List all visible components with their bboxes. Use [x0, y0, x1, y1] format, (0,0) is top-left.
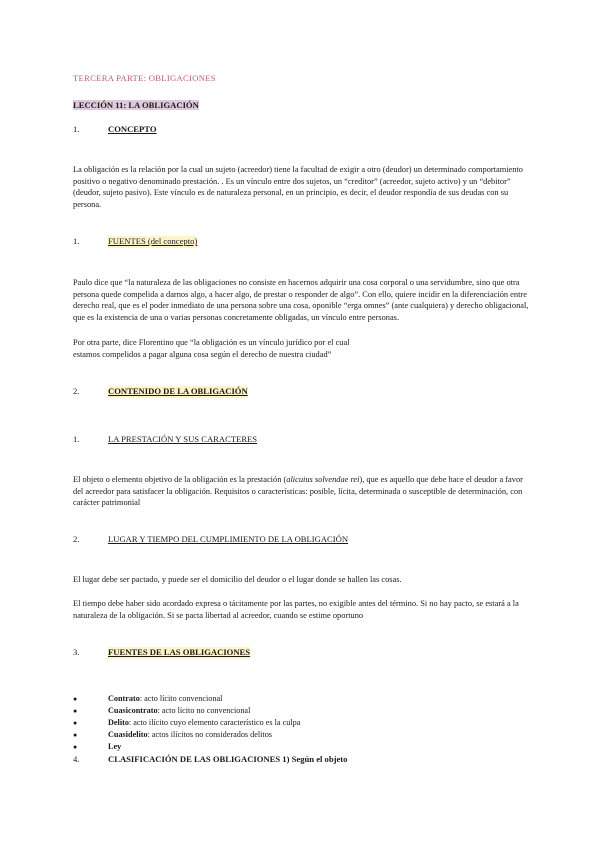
prestacion-text-before: El objeto o elemento objetivo de la obligación es la prestación ( — [73, 475, 287, 484]
list-item — [73, 717, 530, 729]
section-prestacion-heading — [73, 434, 530, 446]
section-title: LA PRESTACIÓN Y SUS CARACTERES — [108, 434, 258, 444]
section-number: 1. — [73, 236, 80, 246]
section-number: 1. — [73, 124, 80, 134]
section-title: LUGAR Y TIEMPO DEL CUMPLIMIENTO DE LA OBLIGACIÓN — [108, 534, 349, 544]
section-number: 1. — [73, 434, 80, 444]
list-item-term: Contrato — [108, 694, 140, 703]
fuentes-paragraph-florentino: Por otra parte, dice Florentino que “la obligación es un vínculo jurídico por el cual — [73, 338, 350, 347]
section-contenido-heading — [73, 386, 530, 398]
prestacion-paragraph — [73, 474, 530, 509]
fuentes-paragraph-paulo: Paulo dice que “la naturaleza de las obligaciones no consiste en hacernos adquirir una cosa corporal o una servidumbre, sino que otra persona quede compelida a darnos algo, a hacer algo, de prestar o responder de algo”. Con ello, quiere incidir en la diferenciación entre derecho real, que es el poder inmediato de una persona sobre una cosa, oponible “erga omnes” (ante cualquiera) y derecho obligacional, que es la existencia de una o varias personas concretamente obligadas, un vínculo entre personas. — [73, 278, 529, 322]
section-lugar-heading — [73, 534, 530, 546]
list-item-term: Cuasidelito — [108, 730, 148, 740]
fuentes-paragraph-florentino-cont: estamos compelidos a pagar alguna cosa según el derecho de nuestra ciudad” — [73, 350, 332, 359]
section-clasificacion-heading — [73, 753, 530, 765]
lugar-paragraph: El lugar debe ser pactado, y puede ser el domicilio del deudor o el lugar donde se hallen las cosas. — [73, 575, 402, 584]
list-item-term: Cuasicontrato — [108, 706, 158, 716]
section-concepto-heading — [73, 124, 530, 136]
bullet-icon: ● — [73, 695, 78, 703]
section-fuentes-concepto-heading — [73, 236, 530, 248]
lesson-title-text: LECCIÓN 11: LA OBLIGACIÓN — [73, 100, 199, 110]
section-title: CONCEPTO — [108, 124, 157, 134]
section-number: 3. — [73, 647, 80, 657]
list-item — [73, 705, 530, 717]
fuentes-list — [73, 693, 530, 766]
bullet-icon: ● — [73, 743, 78, 752]
section-title: FUENTES DE LAS OBLIGACIONES — [108, 647, 251, 657]
list-item-desc: : acto lícito convencional — [139, 694, 223, 703]
bullet-icon: ● — [73, 707, 78, 716]
section-title: FUENTES (del concepto) — [108, 236, 198, 246]
list-item-term: Delito — [108, 718, 129, 728]
list-item-term: Ley — [108, 742, 122, 752]
list-item-desc: : acto lícito no convencional — [157, 706, 251, 716]
concepto-paragraph: La obligación es la relación por la cual un sujeto (acreedor) tiene la facultad de exigir a otro (deudor) un determinado comportamiento positivo o negativo denominado prestación. . Es un vínculo entre dos sujetos, un “creditor” (acreedor, sujeto activo) y un “debitor” (deudor, sujeto pasivo). Este vínculo es de naturaleza personal, en un principio, es decir, el deudor respondía de sus deudas con su persona. — [73, 165, 523, 209]
lesson-title — [73, 100, 530, 112]
section-title: CONTENIDO DE LA OBLIGACIÓN — [108, 386, 248, 396]
list-item — [73, 693, 530, 705]
section-number: 4. — [73, 754, 80, 765]
list-item-desc: : acto ilícito cuyo elemento característico es la culpa — [128, 718, 301, 728]
prestacion-latin-term: alicuius solvendae rei — [286, 475, 360, 484]
part-title: TERCERA PARTE: OBLIGACIONES — [73, 73, 216, 83]
tiempo-paragraph: El tiempo debe haber sido acordado expresa o tácitamente por las partes, no exigible antes del término. Si no hay pacto, se estará a la naturaleza de la obligación. Si se pacta libertad al acreedor, cuando se estime oportuno — [73, 599, 519, 620]
list-item — [73, 741, 530, 753]
list-item — [73, 729, 530, 741]
section-number: 2. — [73, 386, 80, 396]
prestacion-text-after: ), que es aquello que debe hace el deudor a favor del acreedor para satisfacer la obligación. Requisitos o características: posible, lícita, determinada o susceptible de determinación, con carácter patrimonial — [73, 475, 523, 508]
list-item-desc: : actos ilícitos no considerados delitos — [147, 730, 272, 740]
section-title: CLASIFICACIÓN DE LAS OBLIGACIONES 1) Según el objeto — [108, 754, 348, 765]
section-number: 2. — [73, 534, 80, 544]
bullet-icon: ● — [73, 719, 78, 728]
section-fuentes-obligaciones-heading — [73, 647, 530, 659]
bullet-icon: ● — [73, 731, 78, 740]
